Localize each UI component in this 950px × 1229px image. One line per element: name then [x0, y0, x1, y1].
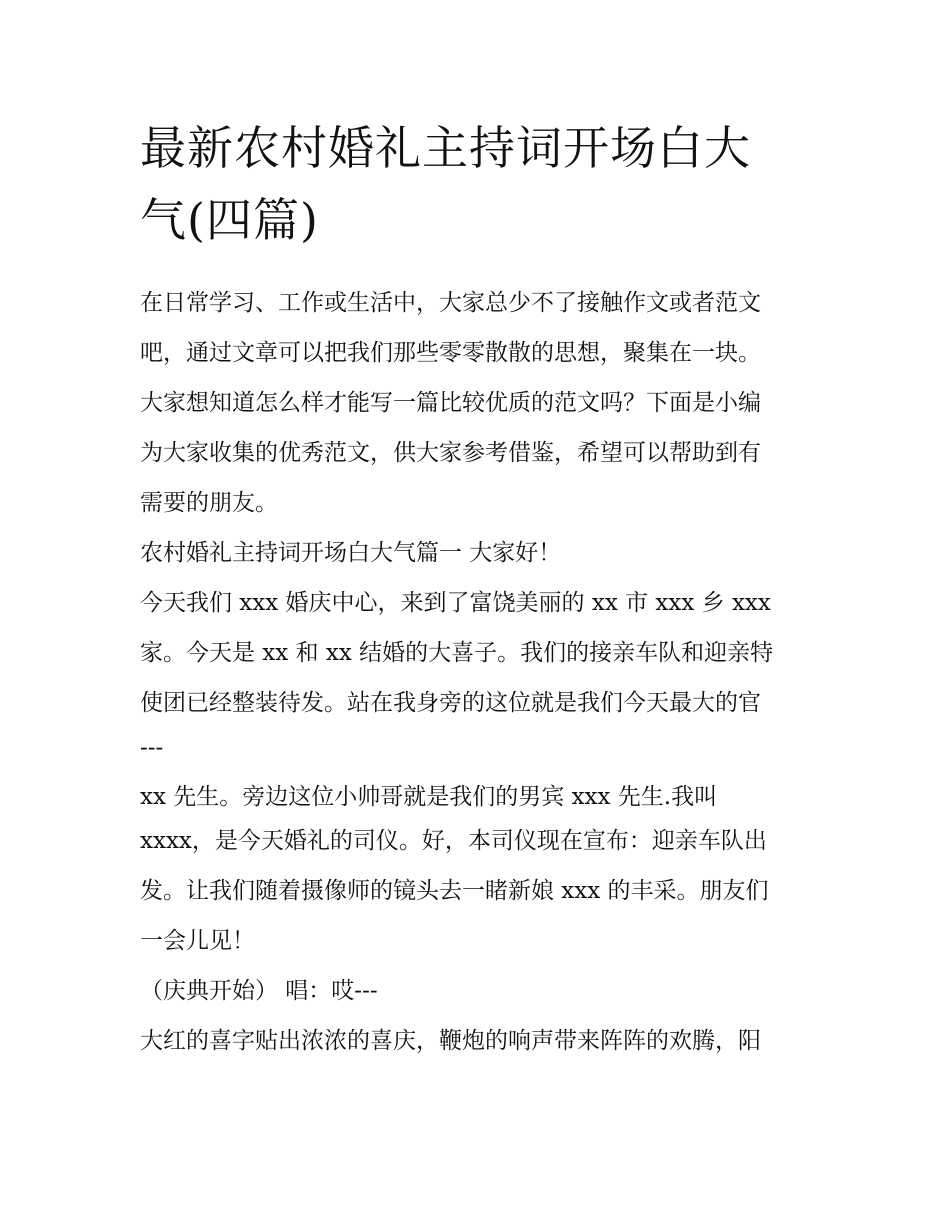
- section-heading: 农村婚礼主持词开场白大气篇一 大家好！: [140, 540, 562, 566]
- body-line: 使团已经整装待发。站在我身旁的这位就是我们今天最大的官: [140, 690, 761, 716]
- body-line: 发。让我们随着摄像师的镜头去一睹新娘 xxx 的丰采。朋友们: [140, 878, 769, 904]
- body-line: 在日常学习、工作或生活中，大家总少不了接触作文或者范文: [140, 290, 761, 316]
- body-line: 吧，通过文章可以把我们那些零零散散的思想，聚集在一块。: [140, 340, 761, 366]
- body-line: 今天我们 xxx 婚庆中心，来到了富饶美丽的 xx 市 xxx 乡 xxx: [140, 590, 771, 616]
- body-line: 家。今天是 xx 和 xx 结婚的大喜子。我们的接亲车队和迎亲特: [140, 640, 774, 666]
- title-line-2: 气(四篇): [140, 193, 319, 247]
- body-line: 为大家收集的优秀范文，供大家参考借鉴，希望可以帮助到有: [140, 440, 761, 466]
- body-line: ---: [140, 735, 164, 761]
- body-line: 需要的朋友。: [140, 490, 278, 516]
- document-body: [140, 278, 820, 1066]
- body-line: 一会儿见！: [140, 928, 255, 954]
- body-line: xx 先生。旁边这位小帅哥就是我们的男宾 xxx 先生.我叫: [140, 784, 718, 810]
- body-line: （庆典开始） 唱：哎---: [140, 978, 378, 1004]
- body-line: 大红的喜字贴出浓浓的喜庆，鞭炮的响声带来阵阵的欢腾，阳: [140, 1028, 761, 1054]
- body-line: xxxx，是今天婚礼的司仪。好，本司仪现在宣布：迎亲车队出: [140, 828, 767, 854]
- title-line-1: 最新农村婚礼主持词开场白大: [140, 121, 751, 175]
- document-title: [140, 112, 820, 256]
- body-line: 大家想知道怎么样才能写一篇比较优质的范文吗？下面是小编: [140, 390, 761, 416]
